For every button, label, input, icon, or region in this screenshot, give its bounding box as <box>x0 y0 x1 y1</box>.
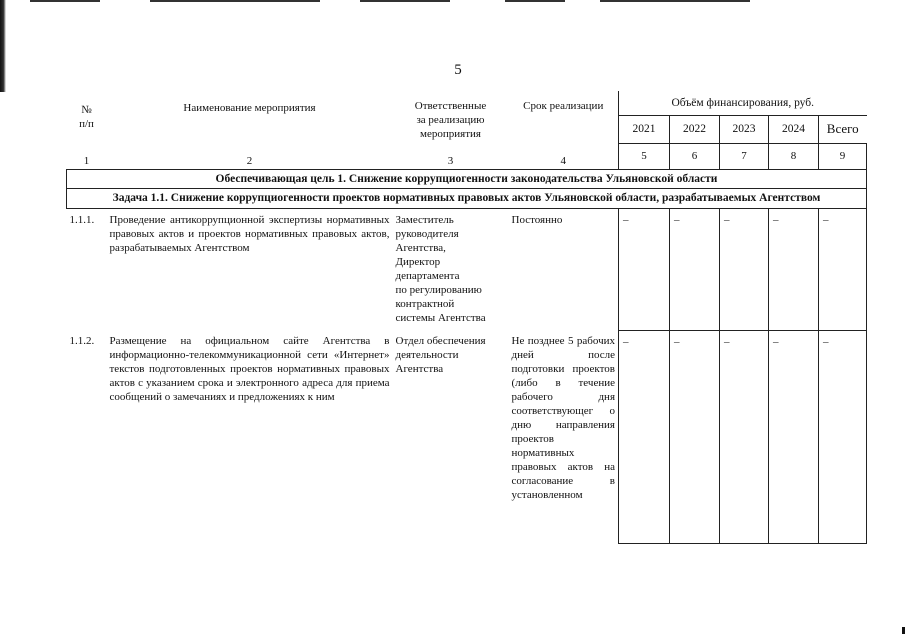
row-value-2024: – <box>769 208 819 330</box>
row-value-2021: – <box>619 208 670 330</box>
row-value-2021: – <box>619 330 670 543</box>
column-number-row <box>67 143 867 169</box>
row-term: Не позднее 5 рабочих дней после подготовки проектов (либо в течение рабочего дня соответствующег о дню направления проектов нормативных правовых актов на согласование в установленном <box>511 335 615 501</box>
column-number: 6 <box>670 143 720 169</box>
row-responsible: Заместитель руководителя Агентства, Директор департамента по регулированию контрактной системы Агентства <box>395 213 486 324</box>
header-term: Срок реализации <box>523 100 604 112</box>
scan-line-artifact <box>150 0 320 2</box>
row-name: Проведение антикоррупционной экспертизы нормативных правовых актов и проектов нормативных правовых актов, разрабатываемых Агентством <box>109 213 390 254</box>
header-year: 2021 <box>619 115 670 143</box>
goal-title: Обеспечивающая цель 1. Снижение коррупциогенности законодательства Ульяновской области <box>67 169 867 188</box>
column-number: 9 <box>819 143 867 169</box>
column-number: 7 <box>720 143 769 169</box>
row-value-2024: – <box>769 330 819 543</box>
task-title: Задача 1.1. Снижение коррупциогенности проектов нормативных правовых актов Ульяновской области, разрабатываемых Агентством <box>67 188 867 208</box>
goal-row <box>67 169 867 188</box>
task-row <box>67 188 867 208</box>
header-name: Наименование мероприятия <box>183 102 316 114</box>
scan-edge-artifact <box>0 0 6 92</box>
scan-line-artifact <box>30 0 100 2</box>
page-number: 5 <box>454 62 462 78</box>
header-year: 2022 <box>670 115 720 143</box>
table-header-row <box>67 91 867 115</box>
row-name: Размещение на официальном сайте Агентства в информационно-телекоммуникационной сети «Интернет» текстов подготовленных проектов нормативных правовых актов с указанием срока и электронного адреса для приема сообщений о замечаниях и предложениях к ним <box>109 335 390 403</box>
row-value-2022: – <box>670 330 720 543</box>
row-num: 1.1.1. <box>69 213 95 226</box>
header-responsible: Ответственные за реализацию мероприятия <box>414 100 487 140</box>
column-number: 5 <box>619 143 670 169</box>
scan-line-artifact <box>505 0 565 2</box>
header-year: 2024 <box>769 115 819 143</box>
row-responsible: Отдел обеспечения деятельности Агентства <box>395 335 486 375</box>
column-number: 8 <box>769 143 819 169</box>
row-value-2023: – <box>720 330 769 543</box>
row-num: 1.1.2. <box>69 335 95 347</box>
row-value-total: – <box>819 330 867 543</box>
column-number: 1 <box>83 154 90 167</box>
header-financing: Объём финансирования, руб. <box>619 91 867 115</box>
row-value-total: – <box>819 208 867 330</box>
column-number: 4 <box>560 154 566 167</box>
table-row <box>67 208 867 330</box>
header-total: Всего <box>819 115 867 143</box>
header-num: № п/п <box>79 104 94 130</box>
header-year: 2023 <box>720 115 769 143</box>
column-number: 3 <box>447 154 454 167</box>
activity-plan-table <box>66 91 867 544</box>
row-term: Постоянно <box>511 213 563 226</box>
column-number: 2 <box>246 154 253 167</box>
row-value-2022: – <box>670 208 720 330</box>
scan-line-artifact <box>600 0 750 2</box>
row-value-2023: – <box>720 208 769 330</box>
table-row <box>67 330 867 543</box>
scan-line-artifact <box>360 0 450 2</box>
